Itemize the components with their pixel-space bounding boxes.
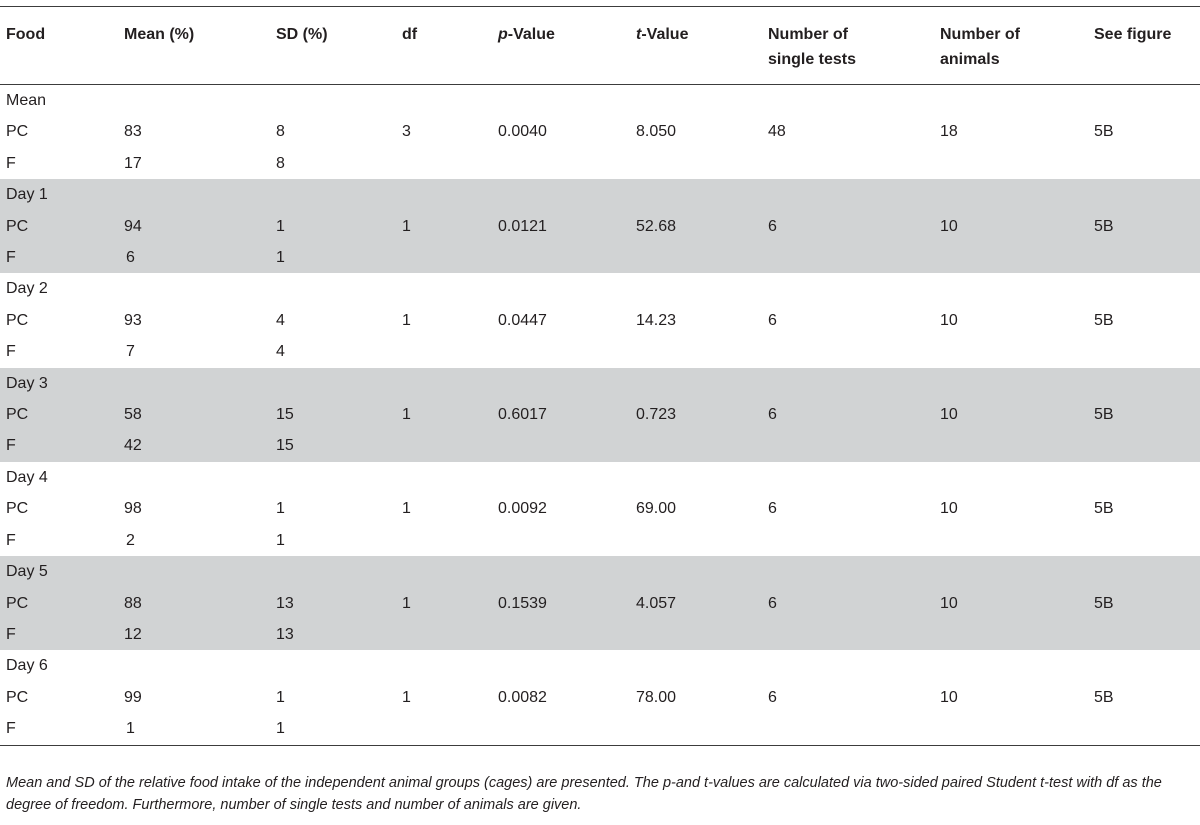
sd-cell: 1 bbox=[276, 720, 285, 738]
col-header-food: Food bbox=[6, 26, 46, 43]
animals-line1: Number of bbox=[940, 26, 1020, 43]
food-cell: F bbox=[6, 720, 16, 738]
header-row bbox=[0, 7, 1200, 84]
table-row bbox=[0, 305, 1200, 336]
sd-cell: 13 bbox=[276, 594, 294, 612]
df-cell: 3 bbox=[402, 123, 411, 141]
sd-cell: 1 bbox=[276, 500, 285, 518]
p-cell: 0.0121 bbox=[498, 217, 547, 235]
mean-cell: 93 bbox=[124, 311, 142, 329]
table-footnote: Mean and SD of the relative food intake of the independent animal groups (cages) are presented. The p-and t-values are calculated via two-sided paired Student t-test with df as the degree of freedom. Furthermore, number of single tests and number of animals are given. bbox=[6, 775, 1162, 813]
sd-cell: 4 bbox=[276, 311, 285, 329]
sd-cell: 15 bbox=[276, 437, 294, 455]
animals-cell: 10 bbox=[940, 406, 958, 424]
df-cell: 1 bbox=[402, 688, 411, 706]
p-symbol: p bbox=[498, 26, 508, 43]
group-label: Day 4 bbox=[6, 468, 48, 486]
p-cell: 0.0092 bbox=[498, 500, 547, 518]
group-day-4 bbox=[0, 462, 1200, 556]
food-cell: PC bbox=[6, 217, 29, 235]
table-row bbox=[0, 713, 1200, 744]
sd-cell: 13 bbox=[276, 625, 294, 643]
table-row bbox=[0, 242, 1200, 273]
sd-cell: 1 bbox=[276, 531, 285, 549]
table-row bbox=[0, 493, 1200, 524]
bottom-rule bbox=[0, 745, 1200, 746]
food-cell: PC bbox=[6, 594, 29, 612]
sd-cell: 1 bbox=[276, 688, 285, 706]
sd-cell: 15 bbox=[276, 406, 294, 424]
figure-cell: 5B bbox=[1094, 688, 1114, 706]
col-header-animals bbox=[934, 7, 1088, 84]
t-cell: 8.050 bbox=[636, 123, 677, 141]
group-day-6 bbox=[0, 650, 1200, 744]
col-header-mean: Mean (%) bbox=[124, 26, 195, 43]
food-cell: PC bbox=[6, 406, 29, 424]
group-day-2 bbox=[0, 273, 1200, 367]
mean-cell: 88 bbox=[124, 594, 142, 612]
mean-cell: 94 bbox=[124, 217, 142, 235]
animals-cell: 10 bbox=[940, 217, 958, 235]
t-cell: 0.723 bbox=[636, 406, 677, 424]
col-header-p-value bbox=[492, 7, 630, 84]
food-cell: F bbox=[6, 154, 16, 172]
mean-cell: 2 bbox=[126, 531, 135, 549]
food-cell: PC bbox=[6, 500, 29, 518]
df-cell: 1 bbox=[402, 406, 411, 424]
sd-cell: 1 bbox=[276, 217, 285, 235]
tests-cell: 6 bbox=[768, 217, 777, 235]
sd-cell: 8 bbox=[276, 154, 285, 172]
mean-cell: 7 bbox=[126, 343, 135, 361]
mean-cell: 17 bbox=[124, 154, 142, 172]
table-row bbox=[0, 148, 1200, 179]
t-cell: 52.68 bbox=[636, 217, 677, 235]
df-cell: 1 bbox=[402, 217, 411, 235]
animals-cell: 10 bbox=[940, 688, 958, 706]
mean-cell: 1 bbox=[126, 720, 135, 738]
t-value-suffix: -Value bbox=[641, 26, 689, 43]
col-header-see-figure: See figure bbox=[1094, 26, 1172, 43]
table-row bbox=[0, 619, 1200, 650]
group-label: Day 1 bbox=[6, 186, 48, 204]
sd-cell: 1 bbox=[276, 249, 285, 267]
group-mean bbox=[0, 85, 1200, 179]
tests-cell: 6 bbox=[768, 688, 777, 706]
group-label: Mean bbox=[6, 92, 47, 109]
t-symbol: t bbox=[636, 26, 642, 43]
data-table-container bbox=[0, 6, 1200, 746]
col-header-t-value bbox=[630, 7, 762, 84]
table-row bbox=[0, 430, 1200, 461]
food-cell: F bbox=[6, 249, 16, 267]
group-day-5 bbox=[0, 556, 1200, 650]
figure-cell: 5B bbox=[1094, 217, 1114, 235]
group-day-1 bbox=[0, 179, 1200, 273]
mean-cell: 12 bbox=[124, 625, 142, 643]
table-header bbox=[0, 7, 1200, 85]
animals-cell: 10 bbox=[940, 500, 958, 518]
group-label: Day 3 bbox=[6, 374, 48, 392]
mean-cell: 58 bbox=[124, 406, 142, 424]
group-label: Day 5 bbox=[6, 563, 48, 581]
table-row bbox=[0, 211, 1200, 242]
p-cell: 0.0040 bbox=[498, 123, 547, 141]
p-cell: 0.0082 bbox=[498, 688, 547, 706]
mean-cell: 83 bbox=[124, 123, 142, 141]
col-header-single-tests bbox=[762, 7, 934, 84]
col-header-df: df bbox=[402, 26, 418, 43]
tests-cell: 6 bbox=[768, 594, 777, 612]
animals-cell: 10 bbox=[940, 594, 958, 612]
col-header-sd: SD (%) bbox=[276, 26, 328, 43]
animals-cell: 10 bbox=[940, 311, 958, 329]
figure-cell: 5B bbox=[1094, 311, 1114, 329]
single-tests-line2: single tests bbox=[768, 51, 857, 68]
df-cell: 1 bbox=[402, 594, 411, 612]
tests-cell: 6 bbox=[768, 500, 777, 518]
food-cell: F bbox=[6, 531, 16, 549]
food-cell: PC bbox=[6, 688, 29, 706]
single-tests-line1: Number of bbox=[768, 26, 848, 43]
figure-cell: 5B bbox=[1094, 594, 1114, 612]
animals-cell: 18 bbox=[940, 123, 958, 141]
mean-cell: 42 bbox=[124, 437, 142, 455]
food-cell: PC bbox=[6, 123, 29, 141]
table-row bbox=[0, 525, 1200, 556]
food-cell: F bbox=[6, 437, 16, 455]
table-row bbox=[0, 682, 1200, 713]
t-cell: 14.23 bbox=[636, 311, 677, 329]
p-cell: 0.6017 bbox=[498, 406, 547, 424]
df-cell: 1 bbox=[402, 500, 411, 518]
p-value-suffix: -Value bbox=[507, 26, 555, 43]
tests-cell: 48 bbox=[768, 123, 786, 141]
mean-cell: 6 bbox=[126, 249, 135, 267]
food-cell: F bbox=[6, 625, 16, 643]
figure-cell: 5B bbox=[1094, 406, 1114, 424]
t-cell: 4.057 bbox=[636, 594, 677, 612]
table-row bbox=[0, 588, 1200, 619]
df-cell: 1 bbox=[402, 311, 411, 329]
food-cell: PC bbox=[6, 311, 29, 329]
t-cell: 78.00 bbox=[636, 688, 677, 706]
p-cell: 0.1539 bbox=[498, 594, 547, 612]
table-row bbox=[0, 399, 1200, 430]
sd-cell: 8 bbox=[276, 123, 285, 141]
sd-cell: 4 bbox=[276, 343, 285, 361]
t-cell: 69.00 bbox=[636, 500, 677, 518]
food-cell: F bbox=[6, 343, 16, 361]
figure-cell: 5B bbox=[1094, 123, 1114, 141]
group-label: Day 6 bbox=[6, 657, 48, 675]
figure-cell: 5B bbox=[1094, 500, 1114, 518]
group-day-3 bbox=[0, 368, 1200, 462]
mean-cell: 98 bbox=[124, 500, 142, 518]
mean-cell: 99 bbox=[124, 688, 142, 706]
table-row bbox=[0, 336, 1200, 367]
food-intake-table bbox=[0, 7, 1200, 745]
p-cell: 0.0447 bbox=[498, 311, 547, 329]
table-row bbox=[0, 116, 1200, 147]
tests-cell: 6 bbox=[768, 311, 777, 329]
tests-cell: 6 bbox=[768, 406, 777, 424]
animals-line2: animals bbox=[940, 51, 1000, 68]
group-label: Day 2 bbox=[6, 280, 48, 298]
